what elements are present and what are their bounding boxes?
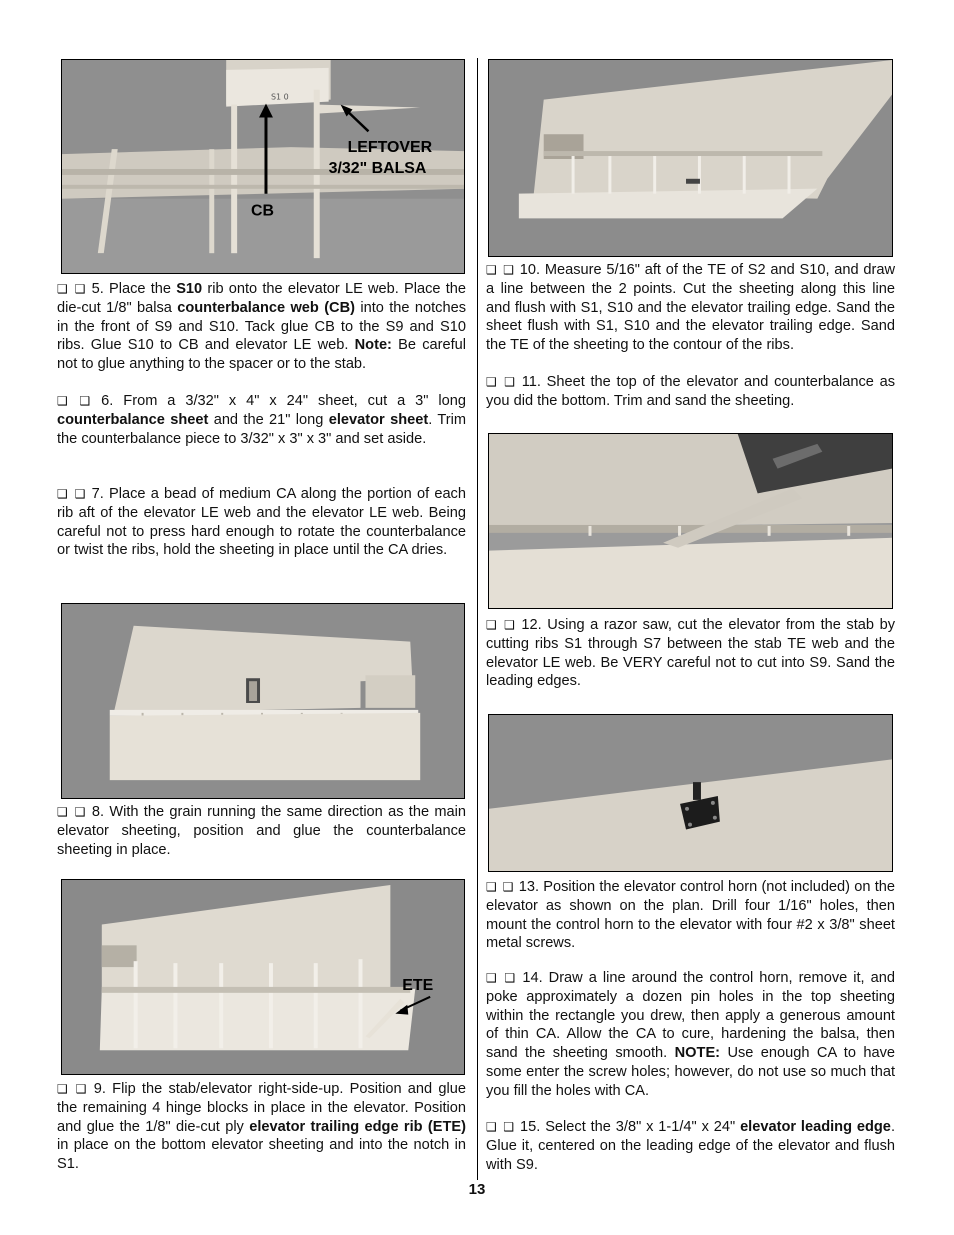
photo-counterbalance-sheeting [61,603,465,799]
step-9-text: ❑ ❑ 9. Flip the stab/elevator right-side-up. Position and glue the remaining 4 hinge blocks in place in the elevator. Position and glue the 1/8" die-cut ply elevator trailing edge rib (ETE) in place on the bottom elevator sheeting and into the notch in S1. [57,1081,466,1173]
photo-control-horn [488,714,893,872]
photo-elevator-trailing-edge-rib [61,879,465,1075]
step-11-text: ❑ ❑ 11. Sheet the top of the elevator and counterbalance as you did the bottom. Trim and sand the sheeting. [486,374,895,409]
step-7-text: ❑ ❑ 7. Place a bead of medium CA along the portion of each rib aft of the elevator LE web and the elevator LE web. Being careful not to press hard enough to rotate the counterbalance or twist the ribs, hold the sheeting in place until the CA dries. [57,486,466,559]
checkbox-icon[interactable]: ❑ ❑ [486,1120,516,1134]
ete-label: ETE [402,976,434,994]
step-13-text: ❑ ❑ 13. Position the elevator control horn (not included) on the elevator as shown on the plan. Drill four 1/16" holes, then mount the control horn to the elevator with four #2 x 3/8" sheet metal screws. [486,879,895,952]
rib-mark-label: S1 0 [270,92,289,102]
page-number: 13 [468,1181,486,1198]
balsa-label: 3/32" BALSA [328,159,427,177]
cb-label: CB [251,202,275,220]
photo-counterbalance-web [61,59,465,274]
checkbox-icon[interactable]: ❑ ❑ [486,618,516,632]
step-6-text: ❑ ❑ 6. From a 3/32" x 4" x 24" sheet, cut a 3" long counterbalance sheet and the 21" long elevator sheet. Trim the counterbalance piece to 3/32" x 3" x 3" and set aside. [57,393,466,447]
checkbox-icon[interactable]: ❑ ❑ [57,282,87,296]
leftover-label: LEFTOVER [347,139,433,157]
checkbox-icon[interactable]: ❑ ❑ [57,805,87,819]
photo-elevator-sheeting-cut [488,59,893,257]
step-10-text: ❑ ❑ 10. Measure 5/16" aft of the TE of S2 and S10, and draw a line between the 2 points. Cut the sheeting along this line and flush with S1, S10 and the elevator trailing edge. Sand the sheet flush with S1, S10 and the elevator trailing edge. Sand the TE of the sheeting to the contour of the ribs. [486,262,895,354]
column-divider [477,58,478,1180]
checkbox-icon[interactable]: ❑ ❑ [57,1082,88,1096]
checkbox-icon[interactable]: ❑ ❑ [486,375,516,389]
checkbox-icon[interactable]: ❑ ❑ [486,263,516,277]
checkbox-icon[interactable]: ❑ ❑ [486,880,515,894]
checkbox-icon[interactable]: ❑ ❑ [486,971,517,985]
step-15-text: ❑ ❑ 15. Select the 3/8" x 1-1/4" x 24" elevator leading edge. Glue it, centered on the leading edge of the elevator and flush with S9. [486,1119,895,1173]
step-8-text: ❑ ❑ 8. With the grain running the same direction as the main elevator sheeting, position and glue the counterbalance sheeting in place. [57,804,466,858]
step-12-text: ❑ ❑ 12. Using a razor saw, cut the elevator from the stab by cutting ribs S1 through S7 between the stab TE web and the elevator LE web. Be VERY careful not to cut into S9. Sand the leading edges. [486,617,895,690]
photo-razor-saw-cut [488,433,893,609]
checkbox-icon[interactable]: ❑ ❑ [57,487,87,501]
checkbox-icon[interactable]: ❑ ❑ [57,394,92,408]
step-5-text: ❑ ❑ 5. Place the S10 rib onto the elevator LE web. Place the die-cut 1/8" balsa counterbalance web (CB) into the notches in the front of S9 and S10. Tack glue CB to the S9 and S10 ribs. Glue S10 to CB and elevator LE web. Note: Be careful not to glue anything to the spacer or to the stab. [57,281,466,373]
step-14-text: ❑ ❑ 14. Draw a line around the control horn, remove it, and poke approximately a dozen pin holes in the top sheeting within the rectangle you drew, then apply a generous amount of thin CA. Allow the CA to cure, hardening the balsa, then sand the sheeting smooth. NOTE: Use enough CA to have some enter the screw holes; however, do not use so much that you fill the holes with CA. [486,970,895,1099]
